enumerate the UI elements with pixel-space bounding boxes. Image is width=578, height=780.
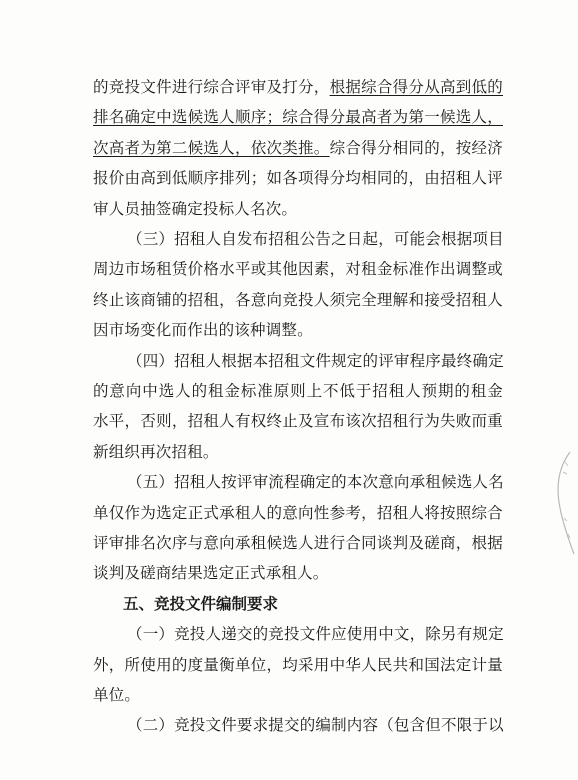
text-run: 审人员抽签确定投标人名次。: [93, 200, 298, 218]
text-line: [93, 194, 503, 224]
text-run: 报价由高到低顺序排列；如各项得分均相同的，由招租人评: [93, 169, 503, 187]
underlined-text: 根据综合得分从高到低的: [329, 78, 503, 96]
text-run: 单位。: [93, 686, 141, 704]
text-line: [127, 467, 503, 497]
seal-stamp-edge: [548, 448, 578, 558]
text-run: 的竞投文件进行综合评审及打分，: [93, 78, 330, 96]
section-heading: 五、竞投文件编制要求: [123, 595, 279, 613]
text-line: [93, 315, 503, 345]
text-run: （五）招租人按评审流程确定的本次意向承租候选人名: [127, 473, 504, 491]
text-run: （一）竞投人递交的竞投文件应使用中文，除另有规定: [127, 625, 504, 643]
text-line: [127, 346, 503, 376]
text-run: 单仅作为选定正式承租人的意向性参考，招租人将按照综合: [93, 504, 503, 522]
text-run: （二）竞投文件要求提交的编制内容（包含但不限于以: [127, 716, 504, 734]
text-line: [93, 498, 503, 528]
text-run: 外，所使用的度量衡单位，均采用中华人民共和国法定计量: [93, 656, 503, 674]
text-run: （四）招租人根据本招租文件规定的评审程序最终确定: [127, 352, 504, 370]
text-line: [93, 437, 503, 467]
text-line: [93, 254, 503, 284]
underlined-text: 排名确定中选候选人顺序；综合得分最高者为第一候选人，: [93, 108, 503, 126]
text-line: [127, 224, 503, 254]
text-run: 综合得分相同的，按经济: [329, 139, 503, 157]
text-run: 周边市场租赁价格水平或其他因素，对租金标准作出调整或: [93, 260, 503, 278]
text-line: [93, 285, 503, 315]
text-run: 新组织再次招租。: [93, 443, 219, 461]
underlined-text: 次高者为第二候选人，依次类推。: [93, 139, 330, 157]
text-line: [93, 406, 503, 436]
text-run: 因市场变化而作出的该种调整。: [93, 321, 313, 339]
text-line: [93, 376, 503, 406]
text-line: [127, 710, 503, 740]
text-run: 谈判及磋商结果选定正式承租人。: [93, 564, 329, 582]
text-run: （三）招租人自发布招租公告之日起，可能会根据项目: [127, 230, 504, 248]
text-line: [93, 72, 503, 102]
text-run: 的意向中选人的租金标准原则上不低于招租人预期的租金: [93, 382, 503, 400]
text-line: [93, 102, 503, 132]
text-run: 评审排名次序与意向承租候选人进行合同谈判及磋商，根据: [93, 534, 503, 552]
text-line: [93, 680, 503, 710]
text-line: [127, 619, 503, 649]
text-line: [93, 650, 503, 680]
text-line: [93, 558, 503, 588]
text-run: 终止该商铺的招租，各意向竞投人须完全理解和接受招租人: [93, 291, 503, 309]
text-line: [93, 133, 503, 163]
text-line: [93, 528, 503, 558]
text-line: [93, 163, 503, 193]
text-run: 水平，否则，招租人有权终止及宣布该次招租行为失败而重: [93, 412, 503, 430]
